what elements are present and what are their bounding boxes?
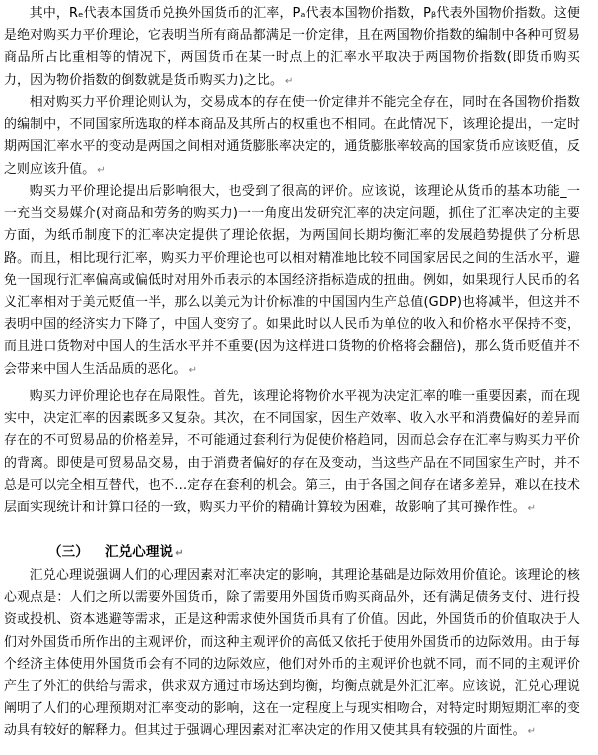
section-heading-title: 汇兑心理说	[104, 544, 174, 560]
paragraph-text: 相对购买力平价理论则认为，交易成本的存在使一价定律并不能完全存在，同时在各国物价指数的编制中，不同国家所选取的样本商品及其所占的权重也不相同。在此情况下，该理论提出，一定时期两国汇率水平的变动是两国之间相对通货膨胀率决定的，通货膨胀率较高的国家货币应该贬值，反之则应该升值。	[4, 95, 580, 177]
paragraph-text: 购买力评价理论也存在局限性。首先，该理论将物价水平视为决定汇率的唯一重要因素，而在现实中，决定汇率的因素既多又复杂。其次，在不同国家，因生产效率、收入水平和消费偏好的差异而存在的不可贸易品的价格差异，不可能通过套利行为促使价格趋同，因而总会存在汇率与购买力平价的背离。即使是可贸易品交易，由于消费者偏好的存在及变动，当这些产品在不同国家生产时，并不总是可以完全相互替代，也不…定存在套利的机会。第三，由于各国之间存在诸多差异，难以在技术层面实现统计和计算口径的一致，购买力平价的精确计算较为困难，故影响了其可操作性。	[4, 389, 580, 516]
paragraph-mark-icon: ↵	[285, 75, 294, 87]
paragraph-mark-icon: ↵	[175, 548, 184, 559]
section-heading	[48, 541, 184, 565]
section-heading-number: （三）	[48, 544, 89, 560]
paragraph-absolute-ppp	[4, 3, 580, 93]
paragraph-psychological-theory	[4, 565, 580, 744]
paragraph-mark-icon: ↵	[188, 364, 198, 376]
paragraph-ppp-evaluation	[4, 181, 580, 382]
paragraph-text: 其中，Rₑ代表本国货币兑换外国货币的汇率，Pₐ代表本国物价指数，Pᵦ代表外国物价指数。这便是绝对购买力平价理论，它表明当所有商品都满足一价定律，且在两国物价指数的编制中各种可贸易商品所占比重相等的情况下，两国货币在某一时点上的汇率水平取决于两国物价指数(即货币购买力，因为物价指数的倒数就是货币购买力)之比。	[4, 6, 580, 88]
paragraph-mark-icon: ↵	[527, 726, 537, 738]
paragraph-ppp-limitations	[4, 386, 580, 520]
paragraph-relative-ppp	[4, 92, 580, 182]
paragraph-text: 汇兑心理说强调人们的心理因素对汇率决定的影响，其理论基础是边际效用价值论。该理论的核心观点是：人们之所以需要外国货币，除了需要用外国货币购买商品外，还有满足债务支付、进行投资或投机、资本逃避等需求，正是这种需求使外国货币具有了价值。因此，外国货币的价值取决于人们对外国货币所作出的主观评价，而这种主观评价的高低又依托于使用外国货币的边际效用。由于每个经济主体使用外国货币会有不同的边际效应，他们对外币的主观评价也就不同，而不同的主观评价产生了外汇的供给与需求，供求双方通过市场达到均衡，均衡点就是外汇汇率。应该说，汇兑心理说阐明了人们的心理预期对汇率变动的影响，这在一定程度上与现实相吻合，对特定时期短期汇率的变动具有较好的解释力。但其过于强调心理因素对汇率决定的作用又使其具有较强的片面性。	[4, 568, 580, 739]
paragraph-text: 购买力平价理论提出后影响很大，也受到了很高的评价。应该说，该理论从货币的基本功能_一一充当交易媒介(对商品和劳务的购买力)一一角度出发研究汇率的决定问题，抓住了汇率决定的主要方面，为纸币制度下的汇率决定提供了理论依据，为两国间长期均衡汇率的发展趋势提供了分析思路。而且，相比现行汇率，购买力平价理论也可以相对精准地比较不同国家居民之间的生活水平，避免一国现行汇率偏高或偏低时对用外币表示的本国经济指标造成的扭曲。例如，如果现行人民币的名义汇率相对于美元贬值一半，那么以美元为计价标准的中国国内生产总值(GDP)也将减半，但这并不表明中国的经济实力下降了，中国人变穷了。如果此时以人民币为单位的收入和价格水平保持不变，而且进口货物对中国人的生活水平并不重要(因为这样进口货物的价格将会翻倍)，那么货币贬值并不会带来中国人生活品质的恶化。	[4, 184, 580, 377]
paragraph-mark-icon: ↵	[97, 164, 106, 176]
paragraph-mark-icon: ↵	[527, 503, 537, 515]
